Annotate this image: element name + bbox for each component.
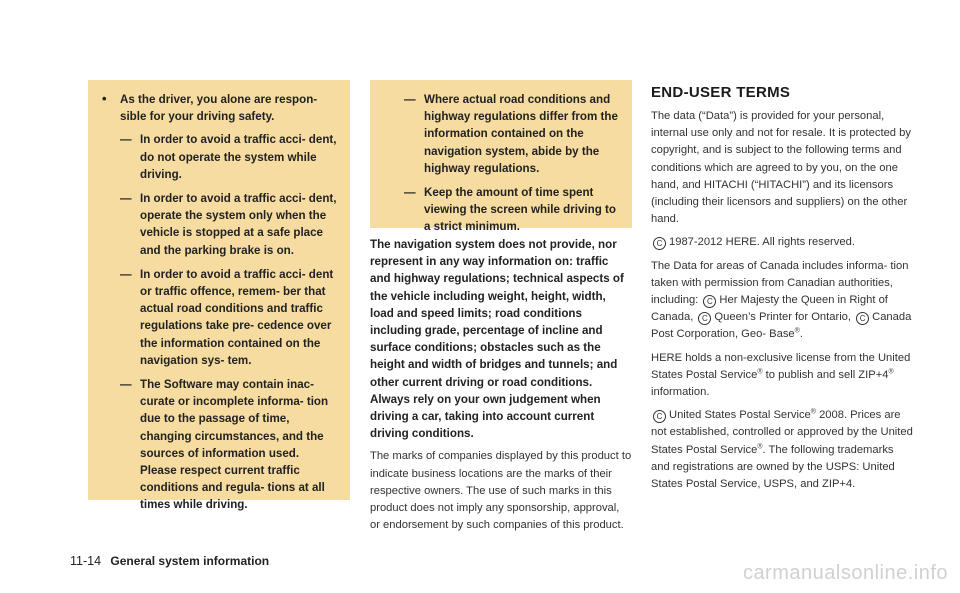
registered-mark: ® (757, 442, 763, 450)
copyright-line: C 1987-2012 HERE. All rights reserved. (651, 234, 913, 251)
dash-icon: — (404, 186, 416, 200)
warning-sub-item: — In order to avoid a traffic acci- dent, operate the system only when the vehicle is stopped at a safe place and the parking brake is on. (120, 192, 337, 257)
registered-mark: ® (810, 408, 816, 416)
end-user-terms-column (651, 80, 913, 499)
footer-title: General system information (110, 554, 270, 568)
page-footer (70, 554, 269, 568)
copyright-icon: C (698, 312, 711, 325)
dash-icon: — (120, 192, 132, 206)
warning-sub-item: — The Software may contain inac- curate or incomplete informa- tion due to the passage of time, changing circumstances, and the sources of information used. Please respect current traffic conditions and regula- tions at all times while driving. (120, 378, 329, 512)
copyright-icon: C (703, 295, 716, 308)
warning-box-middle (370, 80, 632, 234)
warning-bullet: • As the driver, you alone are respon- sible for your driving safety. (102, 91, 318, 124)
dash-icon: — (120, 267, 132, 281)
canada-paragraph: The Data for areas of Canada includes informa- tion taken with permission from Canadian authorities, including: C Her Majesty the Queen in Right of Canada, C Queen’s Printer for Ontario, C Canada Post Corporation, Geo- Base®. (651, 259, 912, 341)
usps-trademark-paragraph: C United States Postal Service® 2008. Prices are not established, controlled or approved by the United States Postal Service®. The following trademarks and registrations are owned by the USPS: United States Postal Service, USPS, and ZIP+4. (651, 408, 913, 491)
warning-sub-item: — Where actual road conditions and highway regulations differ from the information contained on the navigation system, abide by the highway regulations. (404, 93, 618, 175)
bullet-icon: • (102, 91, 107, 106)
warning-box-left (88, 80, 350, 512)
dash-icon: — (404, 93, 416, 106)
warning-sub-item: — Keep the amount of time spent viewing the screen while driving to a strict minimum. (404, 186, 616, 234)
company-marks-paragraph: The marks of companies displayed by this product to indicate business locations are the marks of their respective owners. The use of such marks in this product does not imply any sponsorship, approval, or endorsement by such companies of this product. (370, 450, 632, 532)
copyright-icon: C (653, 410, 666, 423)
dash-icon: — (120, 378, 132, 392)
middle-text-column (370, 236, 632, 540)
registered-mark: ® (794, 327, 800, 335)
watermark: carmanualsonline.info (742, 562, 948, 584)
navigation-disclaimer: The navigation system does not provide, nor represent in any way information on: traffic and highway regulations; technical aspects of the vehicle including weight, height, width, load and speed limits; road conditions including grade, percentage of incline and surface conditions; obstacles such as the height and width of bridges and tunnels; and other current driving or road conditions. Always rely on your own judgement when driving a car, taking into account current driving conditions. (370, 238, 624, 441)
page-number: 11-14 (70, 554, 102, 568)
usps-license-paragraph: HERE holds a non-exclusive license from the United States Postal Service® to publish and sell ZIP+4® information. (651, 351, 911, 399)
warning-sub-item: — In order to avoid a traffic acci- dent, do not operate the system while driving. (120, 133, 337, 181)
warning-sub-item: — In order to avoid a traffic acci- dent or traffic offence, remem- ber that actual road conditions and traffic regulations take pre- cedence over the information contained on the navigation sys- tem. (120, 267, 334, 367)
copyright-icon: C (856, 312, 869, 325)
dash-icon: — (120, 133, 132, 147)
section-heading: END-USER TERMS (651, 84, 791, 101)
registered-mark: ® (757, 368, 763, 376)
registered-mark: ® (888, 368, 894, 376)
copyright-icon: C (653, 237, 666, 250)
terms-paragraph: The data (“Data”) is provided for your personal, internal use only and not for resale. It is protected by copyright, and is subject to the following terms and conditions which are agreed to by you, on the one hand, and HITACHI (“HITACHI”) and its licensors (including their licensors and suppliers) on the other hand. (651, 110, 911, 226)
